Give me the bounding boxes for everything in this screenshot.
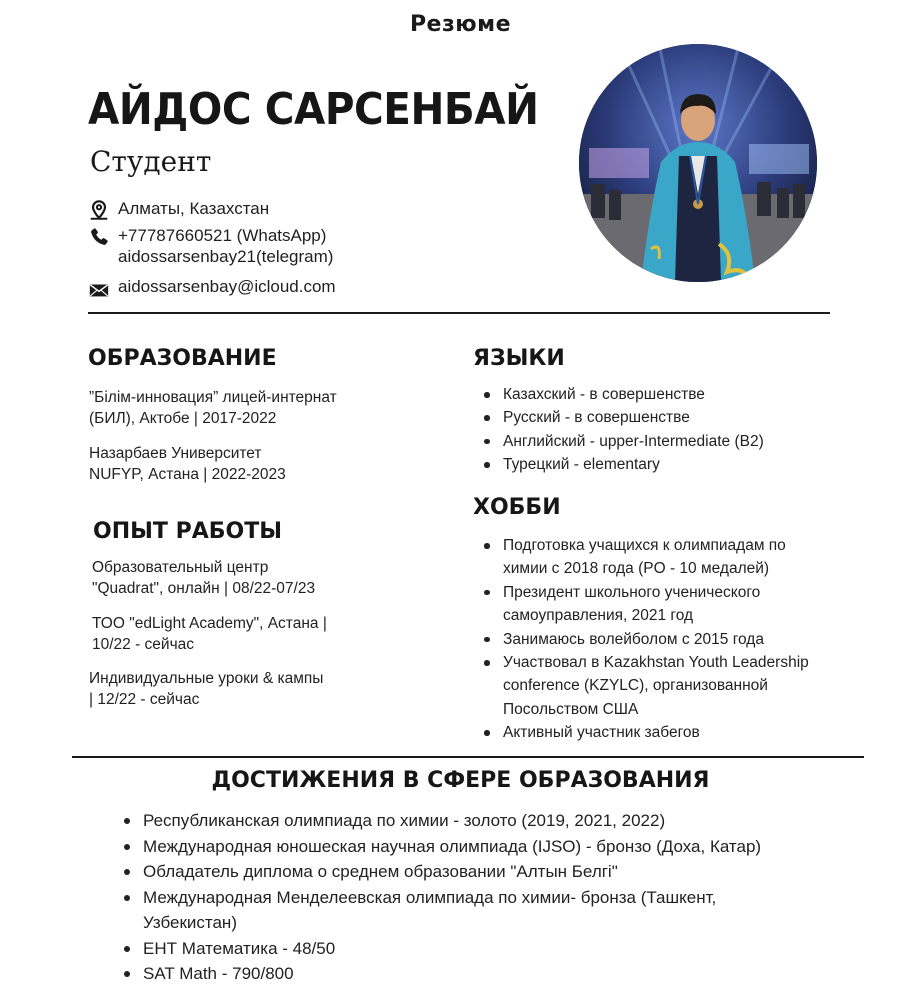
education-entry [89, 387, 337, 429]
languages-title: ЯЗЫКИ [473, 346, 565, 371]
experience-title: ОПЫТ РАБОТЫ [93, 519, 282, 544]
achievements-divider [72, 756, 864, 758]
hobby-item: Занимаюсь волейболом с 2015 года [503, 628, 823, 651]
header-divider [88, 312, 830, 314]
experience-entry [92, 613, 327, 655]
experience-entry-line: 10/22 - сейчас [92, 636, 195, 653]
telegram-text: aidossarsenbay21(telegram) [118, 247, 334, 266]
education-entry-line: Назарбаев Университет [89, 445, 262, 462]
education-title: ОБРАЗОВАНИЕ [88, 346, 277, 371]
achievement-item: Республиканская олимпиада по химии - золото (2019, 2021, 2022) [143, 808, 813, 834]
achievements-title: ДОСТИЖЕНИЯ В СФЕРЕ ОБРАЗОВАНИЯ [211, 768, 710, 793]
experience-entry-line: "Quadrat", онлайн | 08/22-07/23 [92, 580, 316, 597]
hobby-item: Участвовал в Kazakhstan Youth Leadership conference (KZYLC), организованной Посольством США [503, 651, 823, 721]
achievement-item: Международная Менделеевская олимпиада по химии- бронза (Ташкент, Узбекистан) [143, 885, 813, 936]
languages-list [473, 383, 853, 477]
hobbies-list [473, 534, 823, 745]
experience-entry [92, 557, 315, 599]
achievement-item: SAT Math - 790/800 [143, 961, 813, 987]
hobby-item: Активный участник забегов [503, 721, 823, 744]
achievements-list [113, 808, 813, 987]
achievement-item: Обладатель диплома о среднем образовании "Алтын Белгі" [143, 859, 813, 885]
document-title: Резюме [409, 12, 512, 37]
experience-entry-line: Образовательный центр [92, 559, 269, 576]
experience-entry [89, 668, 323, 710]
contact-location [88, 198, 269, 221]
language-item: Английский - upper-Intermediate (B2) [503, 430, 853, 453]
envelope-icon [88, 279, 110, 301]
location-pin-icon [88, 199, 110, 221]
language-item: Казахский - в совершенстве [503, 383, 853, 406]
profile-photo [579, 44, 817, 282]
experience-entry-line: | 12/22 - сейчас [89, 691, 200, 708]
achievement-item: ЕНТ Математика - 48/50 [143, 936, 813, 962]
email-text: aidossarsenbay@icloud.com [118, 277, 336, 296]
contact-email [88, 276, 336, 301]
experience-entry-line: ТОО "edLight Academy", Астана | [92, 615, 327, 632]
education-entry [89, 443, 286, 485]
person-name: АЙДОС САРСЕНБАЙ [88, 84, 539, 135]
language-item: Турецкий - elementary [503, 453, 853, 476]
location-text: Алматы, Казахстан [118, 199, 270, 218]
phone-block [118, 225, 333, 267]
person-role: Студент [90, 145, 212, 178]
hobby-item: Подготовка учащихся к олимпиадам по химии с 2018 года (PO - 10 медалей) [503, 534, 823, 581]
profile-photo-illustration [579, 44, 817, 282]
education-entry-line: ”Білім-инновация” лицей-интернат [89, 389, 337, 406]
language-item: Русский - в совершенстве [503, 406, 853, 429]
education-entry-line: NUFYP, Астана | 2022-2023 [89, 466, 286, 483]
achievement-item: Международная юношеская научная олимпиада (IJSO) - бронзо (Доха, Катар) [143, 834, 813, 860]
contact-phone [88, 225, 333, 267]
experience-entry-line: Индивидуальные уроки & кампы [89, 670, 324, 687]
hobbies-title: ХОББИ [473, 495, 561, 520]
phone-icon [88, 226, 110, 248]
education-entry-line: (БИЛ), Актобе | 2017-2022 [89, 410, 277, 427]
phone-text: +77787660521 (WhatsApp) [118, 226, 327, 245]
hobby-item: Президент школьного ученического самоуправления, 2021 год [503, 581, 823, 628]
